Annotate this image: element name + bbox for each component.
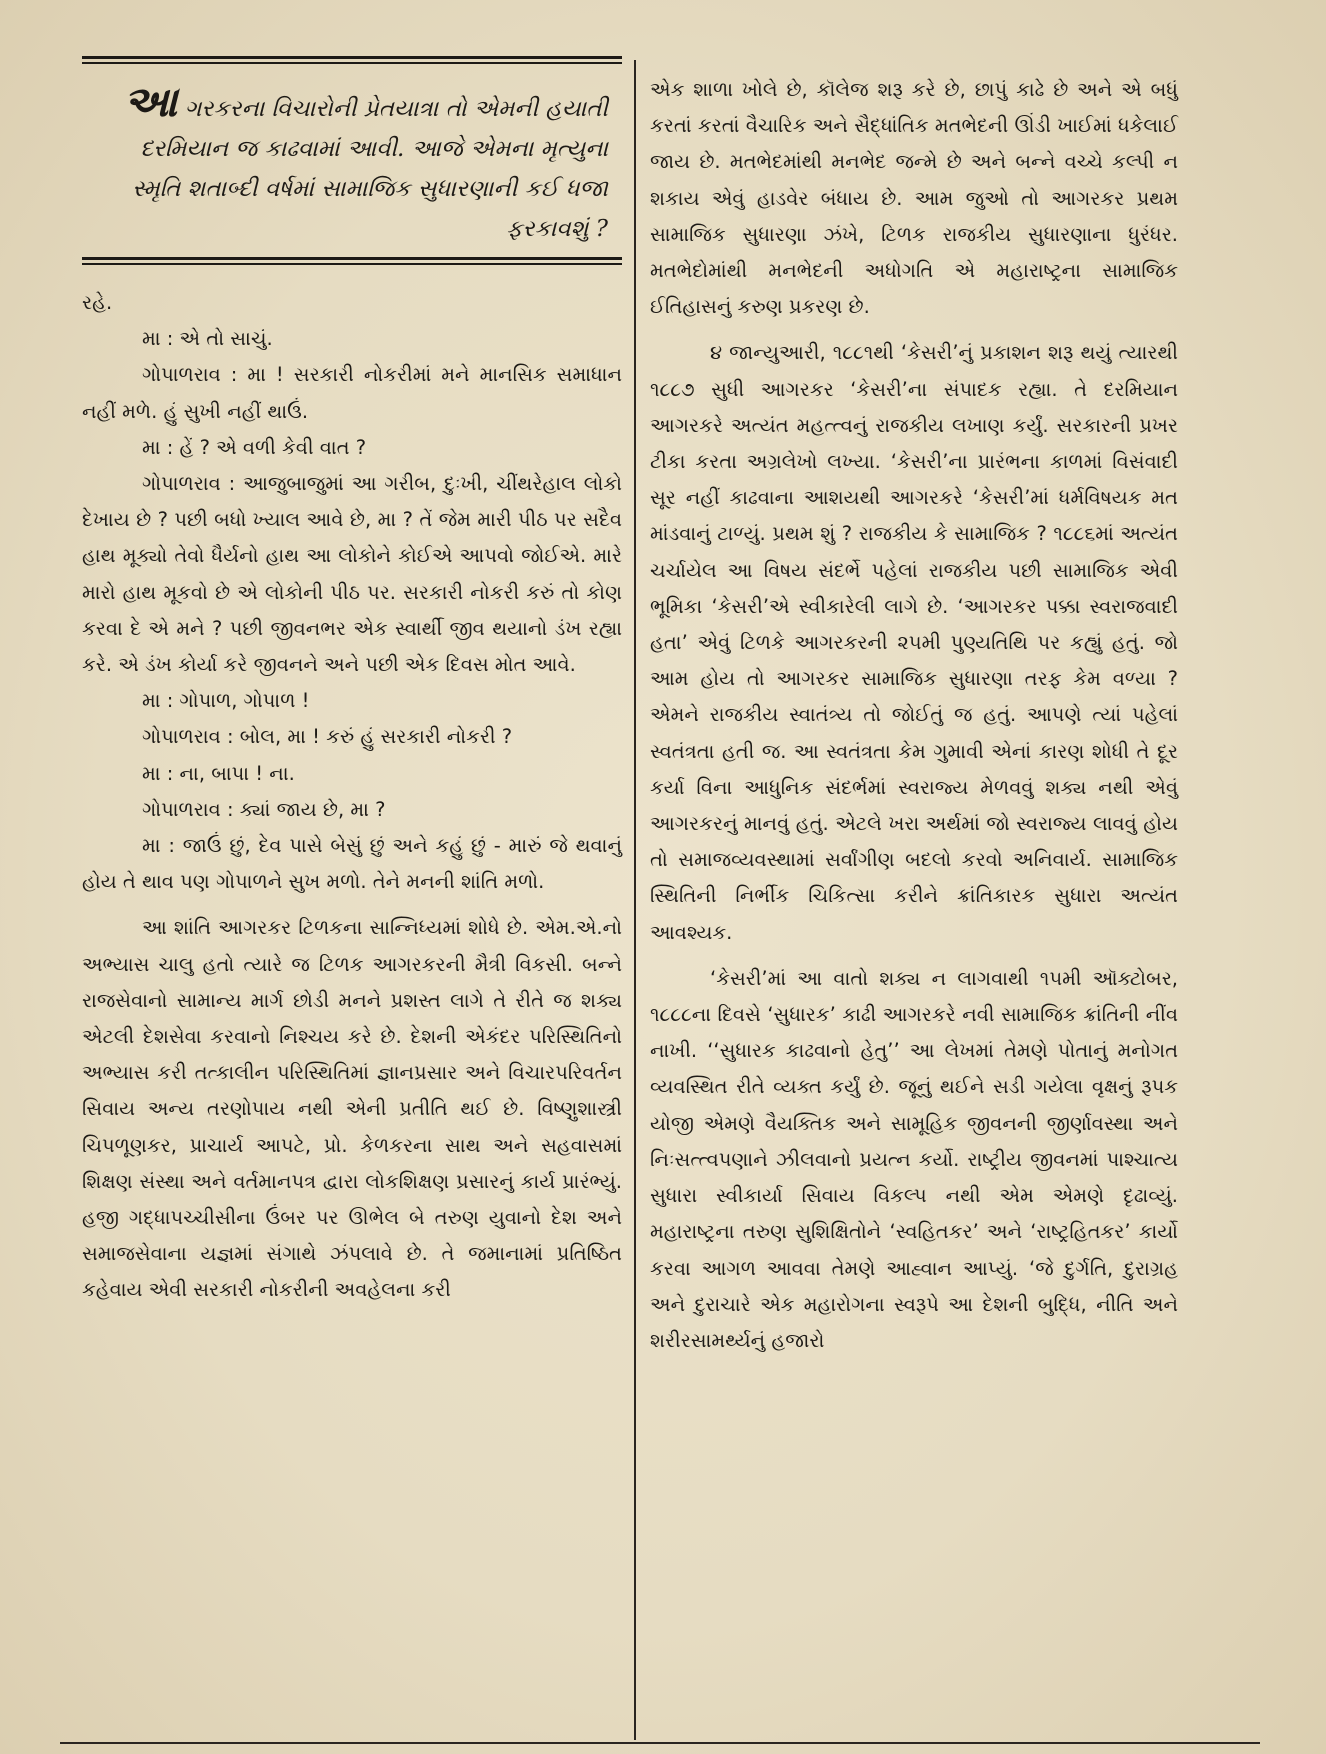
- column-divider: [634, 60, 636, 1740]
- paragraph: ૪ જાન્યુઆરી, ૧૮૮૧થી ‘કેસરી’નું પ્રકાશન શરૂ થયું ત્યારથી ૧૮૮૭ સુધી આગરકર ‘કેસરી’ના સંપાદક રહ્યા. તે દરમિયાન આગરકરે અત્યંત મહત્ત્વનું રાજકીય લખાણ કર્યું. સરકારની પ્રખર ટીકા કરતા અગ્રલેખો લખ્યા. ‘કેસરી’ના પ્રારંભના કાળમાં વિસંવાદી સૂર નહીં કાઢવાના આશયથી આગરકરે ‘કેસરી’માં ધર્મવિષયક મત માંડવાનું ટાળ્યું. પ્રથમ શું ? રાજકીય કે સામાજિક ? ૧૮૮૬માં અત્યંત ચર્ચાયેલ આ વિષય સંદર્ભે પહેલાં રાજકીય પછી સામાજિક એવી ભૂમિકા ‘કેસરી’એ સ્વીકારેલી લાગે છે. ‘આગરકર પક્કા સ્વરાજવાદી હતા’ એવું ટિળકે આગરકરની ૨૫મી પુણ્યતિથિ પર કહ્યું હતું. જો આમ હોય તો આગરકર સામાજિક સુધારણા તરફ કેમ વળ્યા ? એમને રાજકીય સ્વાતંત્ર્ય તો જોઈતું જ હતું. આપણે ત્યાં પહેલાં સ્વતંત્રતા હતી જ. આ સ્વતંત્રતા કેમ ગુમાવી એનાં કારણ શોધી તે દૂર કર્યા વિના આધુનિક સંદર્ભમાં સ્વરાજ્ય મેળવવું શક્ય નથી એવું આગરકરનું માનવું હતું. એટલે ખરા અર્થમાં જો સ્વરાજ્ય લાવવું હોય તો સમાજવ્યવસ્થામાં સર્વાંગીણ બદલો કરવો અનિવાર્ય. સામાજિક સ્થિતિની નિર્ભીક ચિકિત્સા કરીને ક્રાંતિકારક સુધારા અત્યંત આવશ્યક.: [650, 341, 1178, 944]
- pull-quote-top-rule: [82, 56, 622, 64]
- pull-quote-text: ગરકરના વિચારોની પ્રેતયાત્રા તો એમની હયાતી દરમિયાન જ કાઢવામાં આવી. આજે એમના મૃત્યુના સ્મૃતિ શતાબ્દી વર્ષમાં સામાજિક સુધારણાની કઈ ધજા ફરકાવશું ?: [132, 96, 608, 242]
- paragraph: ગોપાળરાવ : બોલ, મા ! કરું હું સરકારી નોકરી ?: [142, 725, 513, 749]
- left-body-text: [82, 285, 622, 1309]
- paragraph: મા : ના, બાપા ! ના.: [142, 761, 295, 785]
- right-body-text: [650, 72, 1178, 1359]
- pull-quote-dropcap: આ: [123, 77, 178, 126]
- paragraph: મા : ગોપાળ, ગોપાળ !: [142, 689, 310, 713]
- paragraph: આ શાંતિ આગરકર ટિળકના સાન્નિધ્યમાં શોધે છે. એમ.એ.નો અભ્યાસ ચાલુ હતો ત્યારે જ ટિળક આગરકરની મૈત્રી વિકસી. બન્ને રાજસેવાનો સામાન્ય માર્ગ છોડી મનને પ્રશસ્ત લાગે તે રીતે જ શક્ય એટલી દેશસેવા કરવાનો નિશ્ચય કરે છે. દેશની એકંદર પરિસ્થિતિનો અભ્યાસ કરી તત્કાલીન પરિસ્થિતિમાં જ્ઞાનપ્રસાર અને વિચારપરિવર્તન સિવાય અન્ય તરણોપાય નથી એની પ્રતીતિ થઈ છે. વિષ્ણુશાસ્ત્રી ચિપળૂણકર, પ્રાચાર્ય આપટે, પ્રો. કેળકરના સાથ અને સહવાસમાં શિક્ષણ સંસ્થા અને વર્તમાનપત્ર દ્વારા લોકશિક્ષણ પ્રસારનું કાર્ય પ્રારંભ્યું. હજી ગદ્ધાપચ્ચીસીના ઉંબર પર ઊભેલ બે તરુણ યુવાનો દેશ અને સમાજસેવાના યજ્ઞમાં સંગાથે ઝંપલાવે છે. તે જમાનામાં પ્રતિષ્ઠિત કહેવાય એવી સરકારી નોકરીની અવહેલના કરી: [82, 916, 622, 1302]
- pull-quote: [82, 64, 622, 257]
- paragraph: ગોપાળરાવ : મા ! સરકારી નોકરીમાં મને માનસિક સમાધાન નહીં મળે. હું સુખી નહીં થાઉં.: [82, 363, 622, 423]
- right-column: [650, 72, 1178, 1359]
- paragraph: ‘કેસરી’માં આ વાતો શક્ય ન લાગવાથી ૧૫મી ઑક્ટોબર, ૧૮૮૮ના દિવસે ‘સુધારક’ કાઢી આગરકરે નવી સામાજિક ક્રાંતિની નીંવ નાખી. ‘‘સુધારક કાઢવાનો હેતુ’’ આ લેખમાં તેમણે પોતાનું મનોગત વ્યવસ્થિત રીતે વ્યક્ત કર્યું છે. જૂનું થઈને સડી ગયેલા વૃક્ષનું રૂપક યોજી એમણે વૈયક્તિક અને સામૂહિક જીવનની જીર્ણાવસ્થા અને નિઃસત્ત્વપણાને ઝીલવાનો પ્રયત્ન કર્યો. રાષ્ટ્રીય જીવનમાં પાશ્ચાત્ય સુધારા સ્વીકાર્યા સિવાય વિકલ્પ નથી એમ એમણે દૃઢાવ્યું. મહારાષ્ટ્રના તરુણ સુશિક્ષિતોને ‘સ્વહિતકર’ અને ‘રાષ્ટ્રહિતકર’ કાર્યો કરવા આગળ આવવા તેમણે આહ્વાન આપ્યું. ‘જે દુર્ગતિ, દુરાગ્રહ અને દુરાચારે એક મહારોગના સ્વરૂપે આ દેશની બુદ્ધિ, નીતિ અને શરીરસામર્થ્યનું હજારો: [650, 966, 1178, 1352]
- paragraph: એક શાળા ખોલે છે, કૉલેજ શરૂ કરે છે, છાપું કાઢે છે અને એ બધું કરતાં કરતાં વૈચારિક અને સૈદ્ધાંતિક મતભેદની ઊંડી ખાઈમાં ધકેલાઈ જાય છે. મતભેદમાંથી મનભેદ જન્મે છે અને બન્ને વચ્ચે કલ્પી ન શકાય એવું હાડવેર બંધાય છે. આમ જુઓ તો આગરકર પ્રથમ સામાજિક સુધારણા ઝંખે, ટિળક રાજકીય સુધારણાના ધુરંધર. મતભેદોમાંથી મનભેદની અધોગતિ એ મહારાષ્ટ્રના સામાજિક ઈતિહાસનું કરુણ પ્રકરણ છે.: [650, 78, 1178, 319]
- paragraph: મા : એ તો સાચું.: [142, 327, 273, 351]
- paragraph: મા : હેં ? એ વળી કેવી વાત ?: [142, 435, 367, 459]
- left-column: [82, 56, 622, 1309]
- paragraph: ગોપાળરાવ : ક્યાં જાય છે, મા ?: [142, 797, 386, 821]
- paragraph: મા : જાઉં છું, દેવ પાસે બેસું છું અને કહું છું - મારું જે થવાનું હોય તે થાવ પણ ગોપાળને સુખ મળો. તેને મનની શાંતિ મળો.: [82, 834, 622, 894]
- paragraph: ગોપાળરાવ : આજુબાજુમાં આ ગરીબ, દુઃખી, ચીંથરેહાલ લોકો દેખાય છે ? પછી બધો ખ્યાલ આવે છે, મા ? તેં જેમ મારી પીઠ પર સદૈવ હાથ મૂક્યો તેવો ધૈર્યનો હાથ આ લોકોને કોઈએ આપવો જોઈએ. મારે મારો હાથ મૂકવો છે એ લોકોની પીઠ પર. સરકારી નોકરી કરું તો કોણ કરવા દે એ મને ? પછી જીવનભર એક સ્વાર્થી જીવ થયાનો ડંખ રહ્યા કરે. એ ડંખ કોર્યા કરે જીવનને અને પછી એક દિવસ મોત આવે.: [82, 472, 622, 677]
- pull-quote-bottom-rule: [82, 257, 622, 265]
- footer-rule: [60, 1742, 1260, 1744]
- paragraph: રહે.: [82, 291, 113, 314]
